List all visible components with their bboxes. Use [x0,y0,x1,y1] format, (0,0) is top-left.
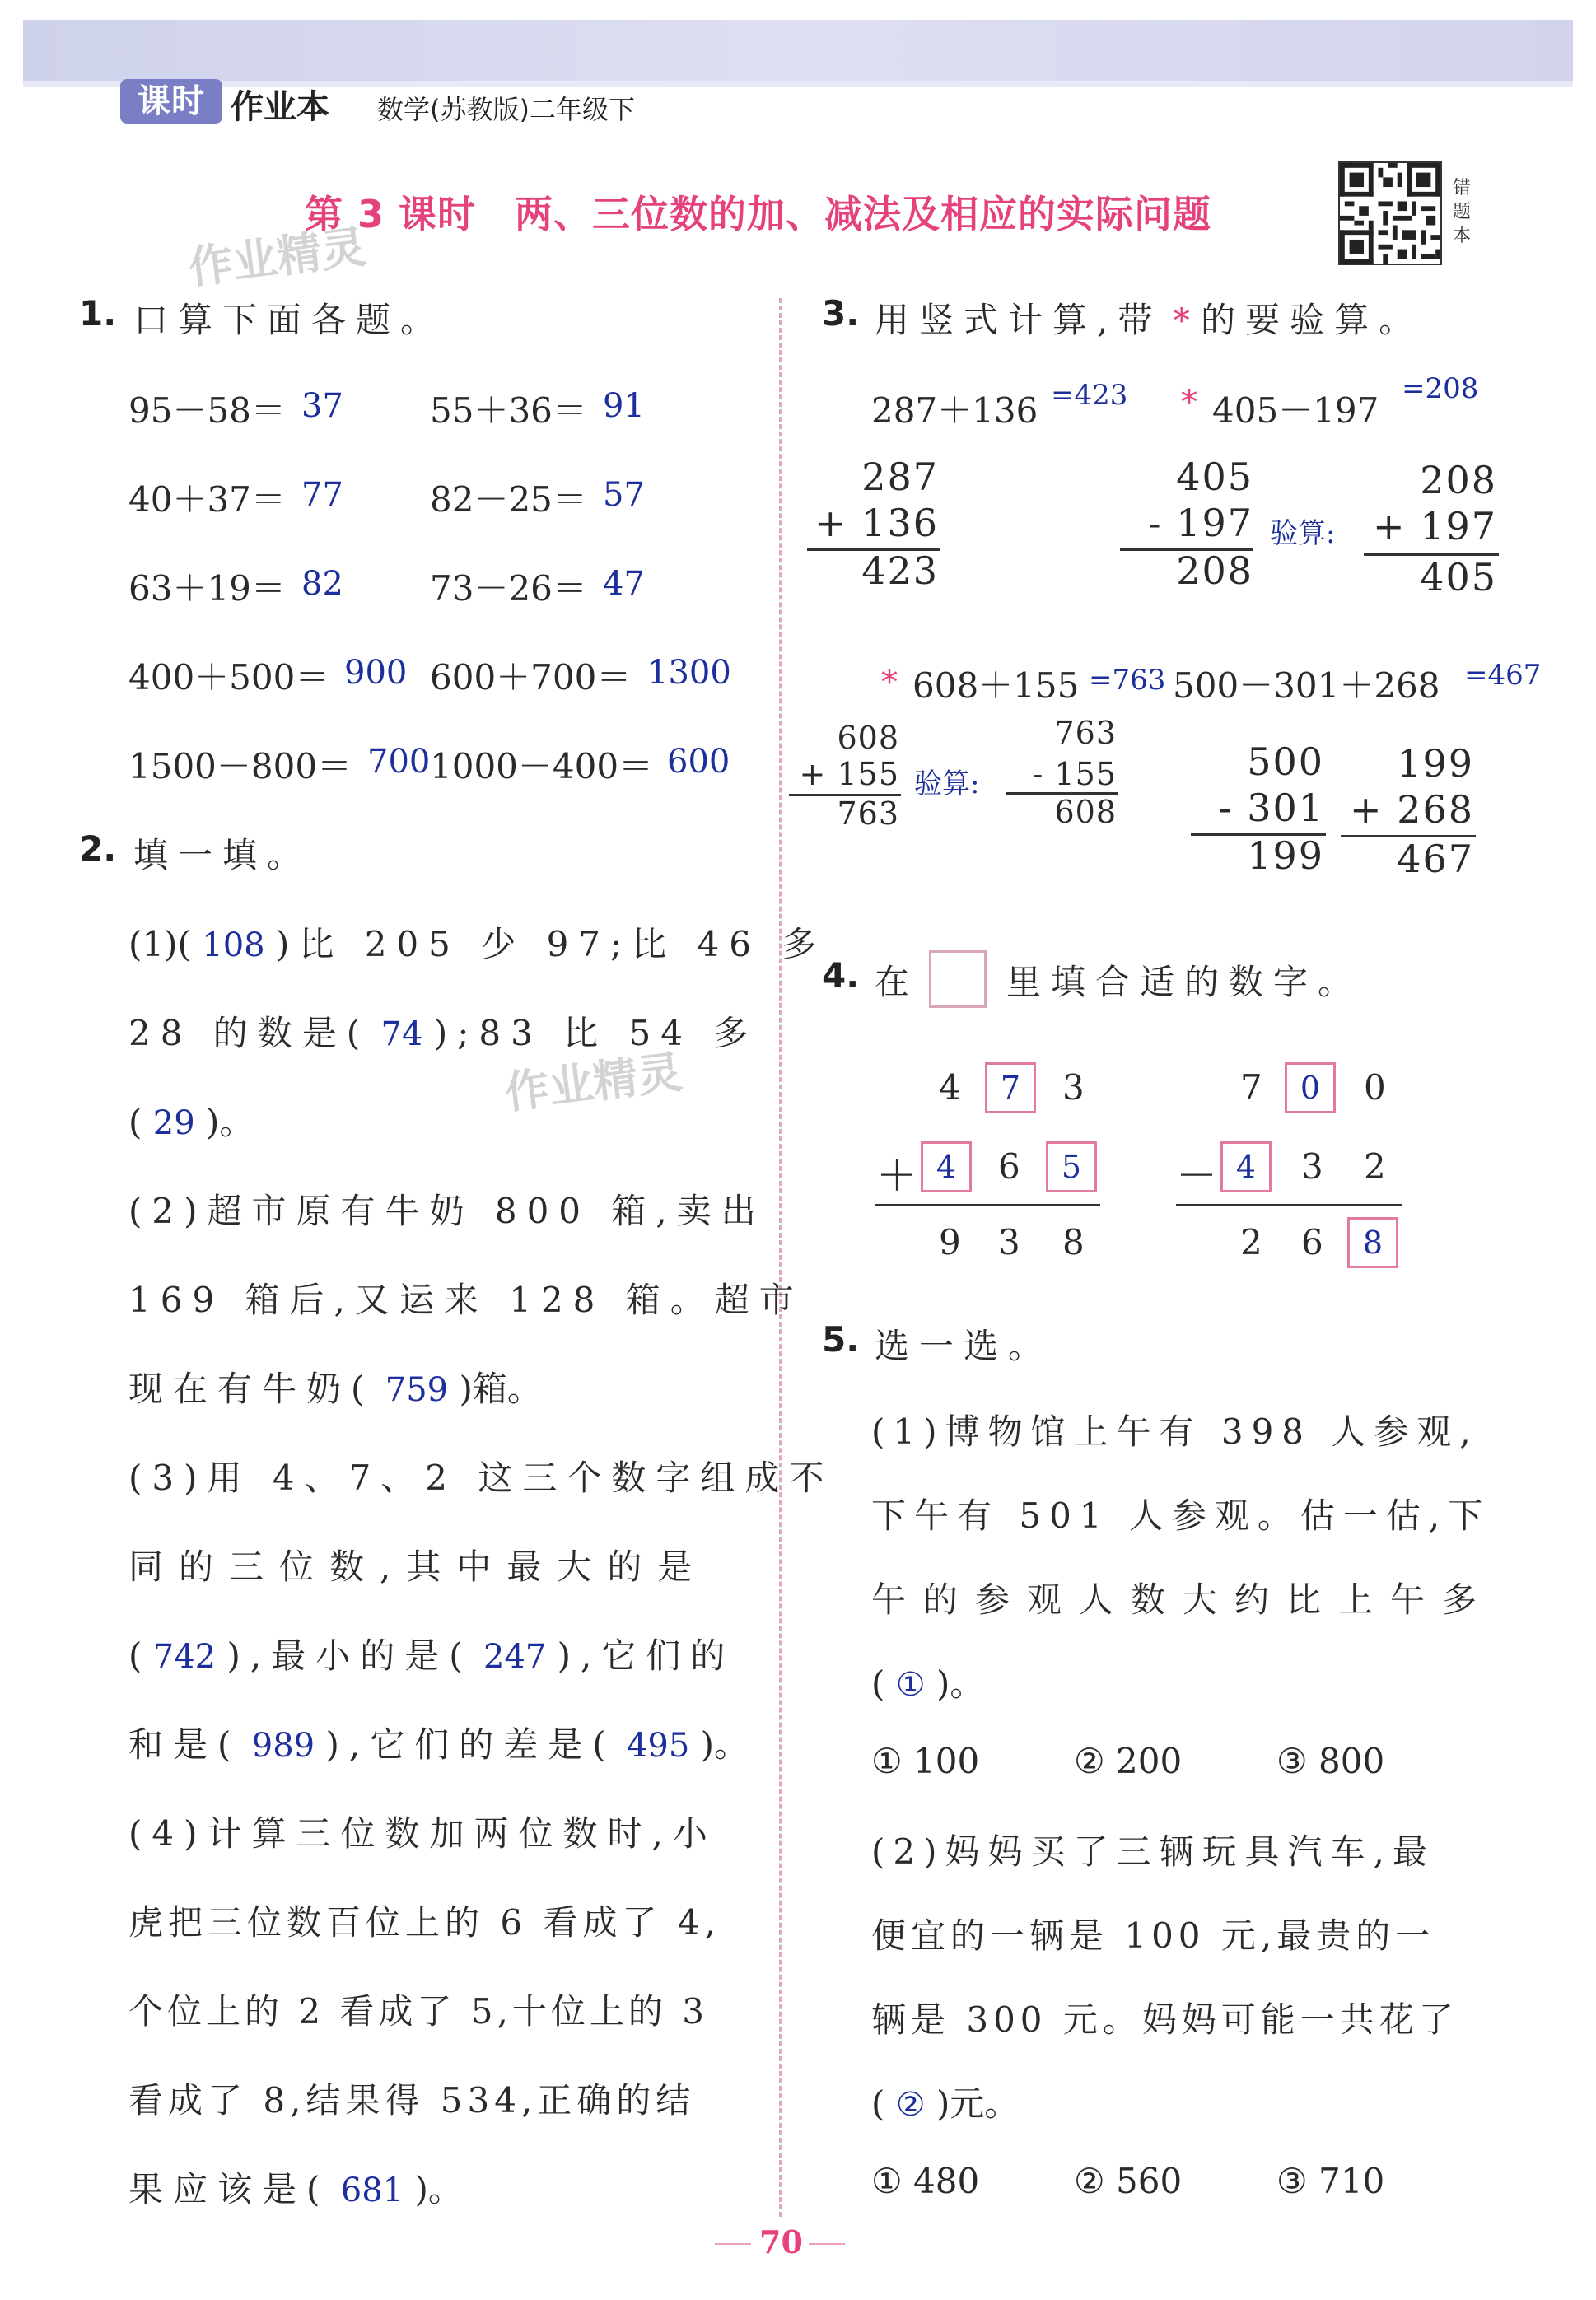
text-line: 看成了 8,结果得 534,正确的结 [128,2080,696,2120]
fill-answer: 29 [152,1104,195,1142]
star-icon: * [1181,384,1197,422]
text: 用竖式计算,带 [875,300,1163,340]
text-line: (4)计算三位数加两位数时,小 [128,1813,717,1854]
calc-answer: 467 [1397,837,1474,881]
operand-bottom: - 301 [1219,786,1324,830]
calc-expression: 500－301＋268 [1173,665,1440,706]
digit: 9 [939,1222,961,1262]
digit: 3 [1301,1146,1323,1187]
digit: 2 [1364,1146,1386,1187]
text: 果应该是( [128,2169,330,2209]
choice-option[interactable]: ② 200 [1074,1741,1183,1781]
operand-bottom: - 197 [1148,501,1253,545]
question-number: 2. [79,828,117,869]
minus-operator: － [1176,1152,1217,1200]
text: )。 [700,1724,749,1765]
digit-box[interactable]: 0 [1285,1062,1336,1113]
text-line: 辆是 300 元。妈妈可能一共花了 [871,1999,1458,2040]
calc-expression: 287＋136 [871,390,1038,431]
calc-expression: 1500－800＝ [128,746,352,786]
text: ( [871,2083,885,2124]
calc-line [1176,1204,1402,1206]
check-bottom: - 155 [1032,756,1117,792]
choice-option[interactable]: ① 100 [871,1741,980,1781]
text-line: 169 箱后,又运来 128 箱。超市 [128,1280,804,1320]
fill-answer: 74 [380,1015,423,1053]
calc-answer: 600 [667,743,730,781]
calc-expression: 1000－400＝ [430,746,654,786]
watermark: 作业精灵 [185,221,369,294]
calc-expression: 95－58＝ [128,390,286,431]
text: )。 [206,1102,254,1142]
text: )。 [936,1663,985,1704]
operand-top: 405 [1176,455,1253,499]
empty-box-icon [929,950,987,1008]
fill-answer: 108 [202,926,265,964]
verify-label: 验算: [1270,517,1336,550]
text-line [871,1657,984,1706]
calc-answer: 47 [603,565,645,603]
operand-top: 500 [1247,739,1324,784]
text: 现在有牛奶( [128,1369,375,1409]
text: )元。 [936,2083,1020,2124]
calc-result: =467 [1464,659,1542,692]
text-line [871,2077,1019,2126]
check-answer: 608 [1054,794,1117,830]
operand-top: 287 [861,455,939,499]
text-line: (3)用 4、7、2 这三个数字组成不 [128,1458,834,1498]
fill-answer: 742 [152,1638,217,1676]
choice-option[interactable]: ③ 710 [1276,2161,1385,2201]
calc-answer: 423 [861,548,939,593]
choice-option[interactable]: ③ 800 [1276,1741,1385,1781]
calc-answer: 57 [603,476,645,514]
calc-result: =423 [1051,379,1128,412]
digit: 4 [939,1067,961,1108]
star-icon: * [881,664,898,702]
plus-operator: ＋ [876,1152,917,1200]
text-line [128,2162,463,2212]
text-line [128,1006,758,1056]
text: ( [128,1635,142,1676]
text-line [128,1362,542,1411]
text-line: 个位上的 2 看成了 5,十位上的 3 [128,1991,708,2032]
check-bottom: + 197 [1373,504,1497,548]
operand-bottom: + 136 [814,501,939,545]
text-line: (2)超市原有牛奶 800 箱,卖出 [128,1191,766,1231]
lesson-title: 第 3 课时 两、三位数的加、减法及相应的实际问题 [305,192,1212,236]
calc-answer: 77 [301,476,343,514]
calc-answer: 208 [1176,548,1253,593]
calc-line [875,1204,1100,1206]
qr-code-icon[interactable] [1338,161,1442,265]
mistake-book-label: 错题本 [1452,178,1471,246]
digit: 0 [1364,1067,1386,1108]
calc-answer: 82 [301,565,343,603]
text-line: (2)妈妈买了三辆玩具汽车,最 [871,1831,1435,1872]
calc-expression: 40＋37＝ [128,479,286,520]
text-line [128,1095,254,1145]
fill-answer: 681 [340,2172,404,2209]
text: ),最小的是( [226,1635,473,1676]
digit-box[interactable]: 5 [1046,1141,1097,1192]
calc-answer: 1300 [647,654,731,692]
fill-answer: 247 [483,1638,547,1676]
digit: 8 [1062,1222,1085,1262]
digit: 6 [1301,1222,1323,1262]
question-prompt: 在 [875,962,910,1002]
question-prompt: 口算下面各题。 [133,300,446,340]
choice-option[interactable]: ② 560 [1074,2161,1183,2201]
text: ( [128,1102,142,1142]
calc-answer: 763 [837,795,899,832]
text-line: (1)博物馆上午有 398 人参观, [871,1411,1479,1452]
text-line: 下午有 501 人参观。估一估,下 [871,1495,1491,1536]
digit: 7 [1240,1067,1262,1108]
question-number: 3. [822,293,860,334]
operand-bottom: + 155 [799,756,899,792]
question-prompt: 填一填。 [133,835,312,875]
calc-expression: 600＋700＝ [430,657,632,697]
calc-answer: 199 [1247,833,1324,878]
text: 和是( [128,1724,241,1765]
calc-answer: 91 [603,387,645,425]
calc-expression: 405－197 [1212,390,1379,431]
operand-top: 608 [837,720,899,756]
digit: 2 [1240,1222,1262,1262]
calc-expression: 82－25＝ [430,479,587,520]
calc-expression: 63＋19＝ [128,568,286,609]
digit: 3 [1062,1067,1085,1108]
text-line [128,917,826,967]
question-prompt [875,293,1423,343]
calc-answer: 37 [301,387,343,425]
verify-label: 验算: [914,767,980,800]
text: ),它们的 [557,1635,735,1676]
operand-bottom: + 268 [1350,787,1474,832]
page-number-rule [715,2243,751,2245]
text-line [128,1629,735,1678]
calc-answer: 900 [344,654,408,692]
text-line [128,1718,749,1767]
text-line: 同的三位数,其中最大的是 [128,1547,708,1587]
text: ( [871,1663,885,1704]
watermark: 作业精灵 [502,1046,685,1119]
calc-expression: 55＋36＝ [430,390,587,431]
check-answer: 405 [1420,555,1497,599]
calc-expression: 608＋155 [912,665,1080,706]
text: 28 的数是( [128,1013,371,1053]
choice-answer: ② [895,2086,926,2124]
digit-box[interactable]: 7 [985,1062,1036,1113]
text: ),它们的差是( [325,1724,616,1765]
choice-option[interactable]: ① 480 [871,2161,980,2201]
text: )箱。 [459,1369,542,1409]
text-line: 午的参观人数大约比上午多 [871,1579,1495,1620]
digit-box[interactable]: 4 [1220,1141,1272,1192]
text: (1)( [128,924,191,964]
page-number-rule [809,2243,845,2245]
star-icon: * [1173,302,1190,340]
text-line: 虎把三位数百位上的 6 看成了 4, [128,1902,721,1943]
fill-answer: 759 [385,1371,449,1409]
check-top: 208 [1420,458,1497,502]
text: )比 205 少 97;比 46 多 [275,924,827,964]
text: 的要验算。 [1201,300,1424,340]
fill-answer: 495 [626,1727,690,1765]
brand-subtitle: 作业本 [231,88,329,126]
choice-answer: ① [895,1666,926,1704]
digit: 6 [998,1146,1020,1187]
check-top: 763 [1054,715,1117,751]
calc-answer: 700 [367,743,431,781]
question-number: 4. [822,955,860,996]
question-number: 1. [79,293,117,334]
question-prompt: 选一选。 [875,1326,1053,1366]
digit-box[interactable]: 8 [1347,1217,1398,1268]
calc-result: =208 [1402,372,1479,405]
calc-expression: 73－26＝ [430,568,587,609]
digit: 3 [998,1222,1020,1262]
question-number: 5. [822,1319,860,1360]
column-divider [779,298,782,2217]
book-title: 数学(苏教版)二年级下 [377,94,635,125]
calc-expression: 400＋500＝ [128,657,330,697]
page-number: 70 [759,2223,803,2260]
brand-logo: 课时 [120,79,222,124]
digit-box[interactable]: 4 [921,1141,972,1192]
header-band [23,20,1573,84]
operand-top: 199 [1397,741,1474,786]
text: );83 比 54 多 [433,1013,758,1053]
text: )。 [414,2169,463,2209]
fill-answer: 989 [251,1727,315,1765]
text-line: 便宜的一辆是 100 元,最贵的一 [871,1915,1435,1956]
question-prompt: 里填合适的数字。 [1006,962,1363,1002]
calc-result: =763 [1089,664,1166,697]
